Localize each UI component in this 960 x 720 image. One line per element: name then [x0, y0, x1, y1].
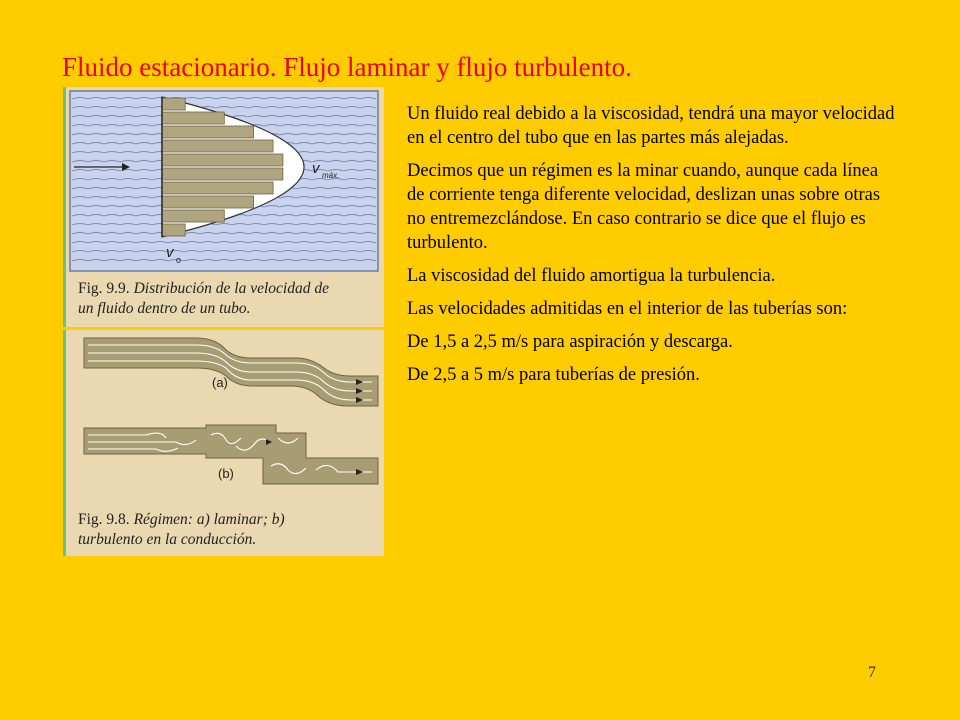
velocity-strip [162, 224, 185, 236]
paragraph: Decimos que un régimen es la minar cuando, aunque cada línea de corriente tenga diferente velocidad, deslizan unas sobre otras no entremezclándose. En caso contrario se dice que el flujo es turbulento. [407, 161, 881, 253]
paragraph: De 1,5 a 2,5 m/s para aspiración y descarga. [407, 332, 733, 352]
slide-title: Fluido estacionario. Flujo laminar y flujo turbulento. [62, 52, 632, 82]
page-number: 7 [868, 664, 876, 681]
v0-label: v [166, 244, 174, 261]
velocity-strip [162, 210, 224, 222]
caption-text: un fluido dentro de un tubo. [78, 300, 251, 317]
velocity-strip [162, 196, 254, 208]
velocity-strip [162, 112, 224, 124]
caption-text: Régimen: a) laminar; b) [133, 511, 285, 528]
vmax-label: v [312, 160, 320, 177]
caption-text: Distribución de la velocidad de [133, 280, 329, 297]
paragraph: Las velocidades admitidas en el interior de las tuberías son: [407, 299, 848, 319]
paragraph: La viscosidad del fluido amortigua la turbulencia. [407, 266, 776, 286]
caption-text: turbulento en la conducción. [78, 531, 257, 548]
velocity-strip [162, 182, 273, 194]
v0-subscript: o [176, 255, 182, 265]
caption-lead: Fig. 9.9. [78, 280, 130, 297]
velocity-strip [162, 126, 254, 138]
regime-figure-caption [78, 510, 285, 550]
velocity-strip [162, 154, 283, 166]
body-text [407, 102, 897, 396]
flow-regime-figure [63, 330, 384, 556]
velocity-strip [162, 140, 273, 152]
laminar-label: (a) [212, 375, 228, 390]
velocity-strip [162, 168, 283, 180]
paragraph: De 2,5 a 5 m/s para tuberías de presión. [407, 365, 700, 385]
velocity-figure-caption [78, 279, 329, 319]
paragraph: Un fluido real debido a la viscosidad, tendrá una mayor velocidad en el centro del tubo que en las partes más alejadas. [407, 104, 895, 148]
velocity-strip [162, 98, 185, 110]
turbulent-label: (b) [218, 466, 234, 481]
caption-lead: Fig. 9.8. [78, 511, 130, 528]
velocity-distribution-figure [63, 87, 384, 327]
vmax-subscript: máx. [322, 171, 340, 180]
